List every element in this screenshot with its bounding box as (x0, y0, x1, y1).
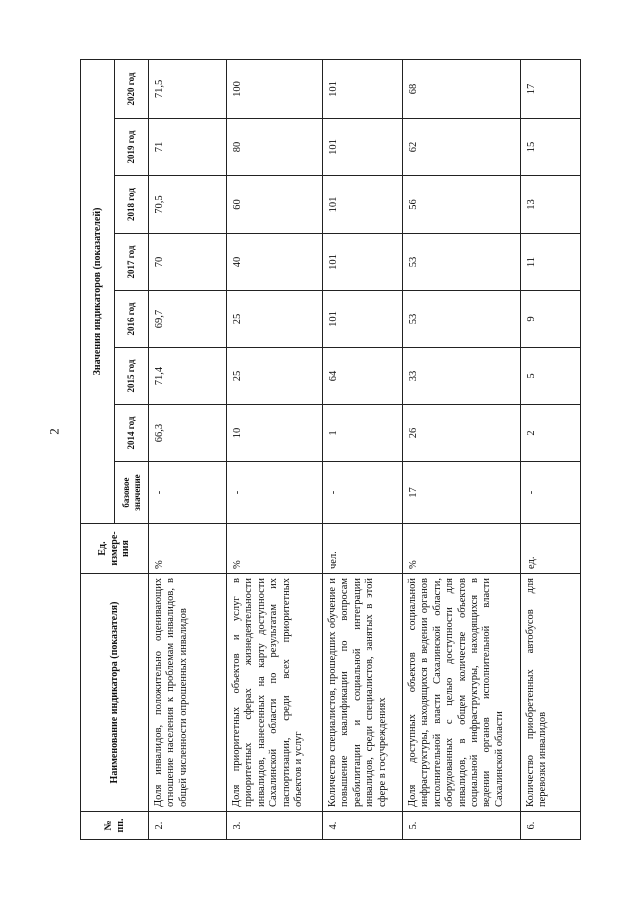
row-base: - (227, 462, 323, 524)
row-num: 3. (227, 812, 323, 840)
row-value: 1 (323, 405, 403, 462)
row-value: 101 (323, 59, 403, 118)
table-row (227, 59, 323, 839)
row-value: 101 (323, 291, 403, 348)
row-value: 53 (403, 234, 521, 291)
row-name: Количество специалистов, прошедших обучение и повышение квалификации по вопросам реабилитации и социальной интеграции инвалидов, среди специалистов, занятых в этой сфере в госучреждениях (323, 574, 403, 812)
header-values-group: Значения индикаторов (показателей) (81, 59, 115, 523)
row-value: 53 (403, 291, 521, 348)
header-unit: Ед. измере-ния (81, 524, 149, 574)
row-num: 2. (149, 812, 227, 840)
row-base: - (149, 462, 227, 524)
row-value: 70,5 (149, 176, 227, 234)
row-value: 101 (323, 176, 403, 234)
row-value: 101 (323, 119, 403, 176)
page-number: 2 (46, 428, 62, 435)
row-value: 68 (403, 59, 521, 118)
table-row (149, 59, 227, 839)
row-name: Количество приобретенных автобусов для перевозки инвалидов (521, 574, 581, 812)
row-value: 17 (521, 59, 581, 118)
indicator-table (80, 59, 581, 840)
row-value: 64 (323, 348, 403, 405)
row-unit: % (227, 524, 323, 574)
row-value: 62 (403, 119, 521, 176)
header-year: 2014 год (115, 405, 149, 462)
row-value: 40 (227, 234, 323, 291)
row-num: 6. (521, 812, 581, 840)
row-value: 71,4 (149, 348, 227, 405)
table-row (403, 59, 521, 839)
row-value: 13 (521, 176, 581, 234)
header-year: 2015 год (115, 348, 149, 405)
row-unit: % (403, 524, 521, 574)
table-row (521, 59, 581, 839)
table-row (323, 59, 403, 839)
row-value: 66,3 (149, 405, 227, 462)
header-year: 2016 год (115, 291, 149, 348)
header-year: 2019 год (115, 119, 149, 176)
row-value: 71 (149, 119, 227, 176)
row-unit: ед. (521, 524, 581, 574)
row-value: 33 (403, 348, 521, 405)
row-base: - (521, 462, 581, 524)
row-num: 5. (403, 812, 521, 840)
row-value: 9 (521, 291, 581, 348)
rotated-table-container (80, 60, 580, 840)
row-value: 60 (227, 176, 323, 234)
row-value: 2 (521, 405, 581, 462)
row-value: 15 (521, 119, 581, 176)
row-value: 56 (403, 176, 521, 234)
row-value: 25 (227, 291, 323, 348)
row-value: 26 (403, 405, 521, 462)
header-year: 2018 год (115, 176, 149, 234)
row-value: 80 (227, 119, 323, 176)
row-base: 17 (403, 462, 521, 524)
row-value: 5 (521, 348, 581, 405)
row-name: Доля приоритетных объектов и услуг в приоритетных сферах жизнедеятельности инвалидов, нанесенных на карту доступности Сахалинской области по результатам их паспортизации, среди всех приоритетных объектов и услуг (227, 574, 323, 812)
row-value: 25 (227, 348, 323, 405)
header-year: 2020 год (115, 59, 149, 118)
header-name: Наименование индикатора (показателя) (81, 574, 149, 812)
row-unit: % (149, 524, 227, 574)
row-name: Доля инвалидов, положительно оценивающих отношение населения к проблемам инвалидов, в общей численности опрошенных инвалидов (149, 574, 227, 812)
row-value: 70 (149, 234, 227, 291)
header-num: № пп. (81, 812, 149, 840)
header-year: 2017 год (115, 234, 149, 291)
row-name: Доля доступных объектов социальной инфраструктуры, находящихся в ведении органов исполнительной власти Сахалинской области, оборудованных с целью доступности для инвалидов, в общем количестве объектов социальной инфраструктуры, находящихся в ведении органов исполнительной власти Сахалинской области (403, 574, 521, 812)
row-value: 71,5 (149, 59, 227, 118)
row-value: 11 (521, 234, 581, 291)
row-value: 100 (227, 59, 323, 118)
row-value: 69,7 (149, 291, 227, 348)
row-base: - (323, 462, 403, 524)
row-num: 4. (323, 812, 403, 840)
row-value: 10 (227, 405, 323, 462)
header-base: базовое значение (115, 462, 149, 524)
row-unit: чел. (323, 524, 403, 574)
row-value: 101 (323, 234, 403, 291)
